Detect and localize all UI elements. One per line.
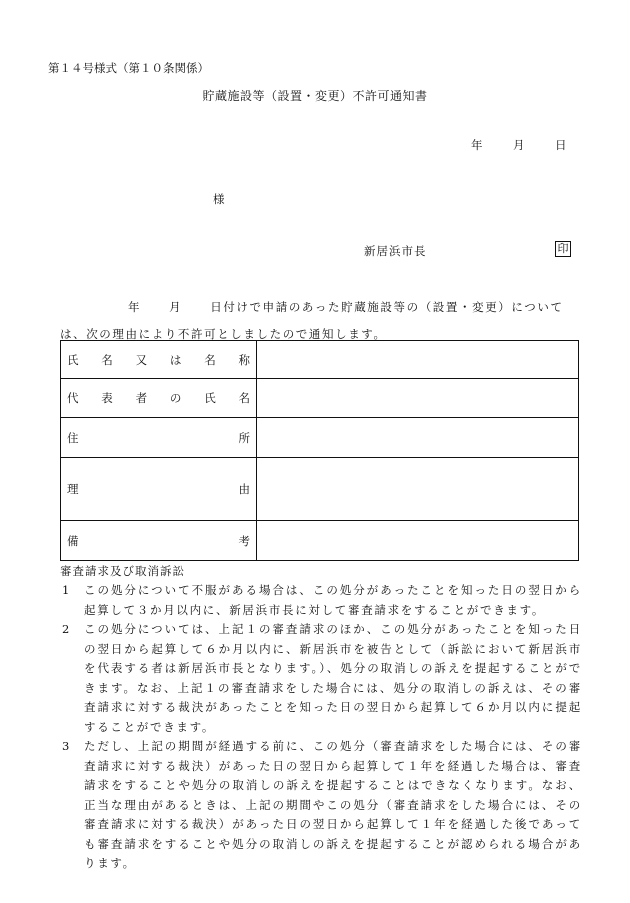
label-address bbox=[61, 418, 257, 458]
label-representative bbox=[61, 379, 257, 418]
info-table bbox=[60, 340, 579, 561]
list-item bbox=[60, 620, 582, 737]
label-char: 者 bbox=[135, 391, 148, 405]
label-char: 名 bbox=[204, 352, 216, 367]
intro-year-label: 年 bbox=[128, 300, 142, 314]
addressee-suffix: 様 bbox=[213, 192, 225, 206]
label-char: 備 bbox=[67, 533, 79, 548]
list-item bbox=[60, 581, 582, 620]
label-char: は bbox=[169, 352, 182, 367]
label-char: 氏 bbox=[204, 391, 216, 405]
list-item bbox=[60, 737, 582, 874]
label-name bbox=[61, 341, 257, 379]
intro-text: 日付けで申請のあった貯蔵施設等の（設置・変更）については、次の理由により不許可としましたので通知します。 bbox=[60, 300, 564, 341]
appeal-title: 審査請求及び取消訴訟 bbox=[60, 564, 185, 578]
label-char: 考 bbox=[238, 533, 250, 548]
label-char: 名 bbox=[238, 391, 250, 405]
label-remarks bbox=[61, 521, 257, 561]
appeal-list bbox=[60, 581, 582, 874]
label-char: 理 bbox=[67, 482, 79, 496]
form-number: 第１４号様式（第１０条関係） bbox=[48, 61, 209, 75]
issue-date bbox=[471, 137, 575, 153]
label-char: 名 bbox=[101, 352, 113, 367]
value-remarks bbox=[257, 521, 579, 561]
item-number: 2 bbox=[62, 622, 70, 636]
table-row bbox=[61, 341, 579, 379]
table-row bbox=[61, 418, 579, 458]
seal-stamp: 印 bbox=[555, 241, 571, 257]
intro-month-label: 月 bbox=[169, 300, 183, 314]
table-row bbox=[61, 458, 579, 521]
table-row bbox=[61, 379, 579, 418]
label-char: 又 bbox=[135, 352, 148, 367]
issuer-name: 新居浜市長 bbox=[364, 244, 427, 258]
item-number: 1 bbox=[62, 583, 70, 597]
item-text: この処分については、上記１の審査請求のほか、この処分があったことを知った日の翌日から起算して６か月以内に、新居浜市を被告として（訴訟において新居浜市を代表する者は新居浜市長となります。）、処分の取消しの訴えを提起することができます。なお、上記１の審査請求をした場合には、処分の取消しの訴えは、その審査請求に対する裁決があったことを知った日の翌日から起算して６か月以内に提起することができます。 bbox=[84, 622, 582, 734]
value-name bbox=[257, 341, 579, 379]
label-char: 所 bbox=[238, 430, 250, 445]
value-representative bbox=[257, 379, 579, 418]
label-char: 代 bbox=[67, 391, 79, 405]
date-month-label: 月 bbox=[513, 138, 525, 152]
label-char: 称 bbox=[238, 352, 250, 367]
value-reason bbox=[257, 458, 579, 521]
item-number: 3 bbox=[62, 739, 70, 753]
table-row bbox=[61, 521, 579, 561]
date-year-label: 年 bbox=[471, 138, 483, 152]
label-reason bbox=[61, 458, 257, 521]
date-day-label: 日 bbox=[555, 138, 567, 152]
label-char: 氏 bbox=[67, 352, 79, 367]
label-char: の bbox=[169, 391, 182, 405]
item-text: この処分について不服がある場合は、この処分があったことを知った日の翌日から起算して３か月以内に、新居浜市長に対して審査請求をすることができます。 bbox=[84, 583, 582, 617]
label-char: 住 bbox=[67, 430, 79, 445]
label-char: 表 bbox=[101, 391, 113, 405]
value-address bbox=[257, 418, 579, 458]
label-char: 由 bbox=[238, 482, 250, 496]
item-text: ただし、上記の期間が経過する前に、この処分（審査請求をした場合には、その審査請求に対する裁決）があった日の翌日から起算して１年を経過した場合は、審査請求をすることや処分の取消しの訴えを提起することはできなくなります。なお、正当な理由があるときは、上記の期間やこの処分（審査請求をした場合には、その審査請求に対する裁決）があった日の翌日から起算して１年を経過した後であっても審査請求をすることや処分の取消しの訴えを提起することが認められる場合があります。 bbox=[84, 739, 582, 870]
document-title: 貯蔵施設等（設置・変更）不許可通知書 bbox=[202, 89, 428, 103]
